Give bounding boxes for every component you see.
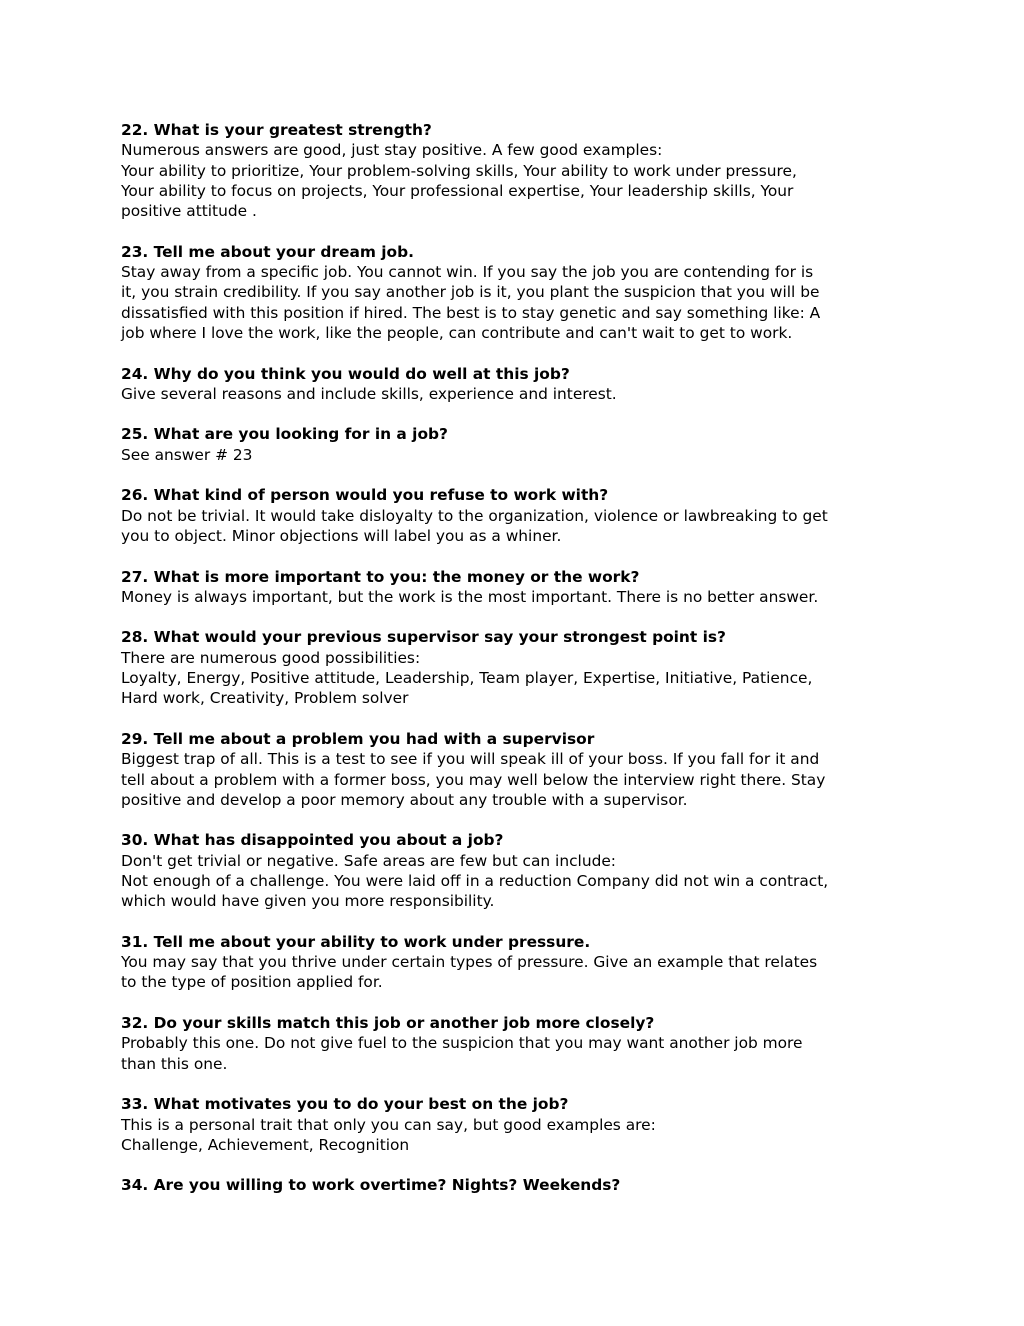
question-heading: 34. Are you willing to work overtime? Nights? Weekends? [121, 1176, 621, 1195]
qa-block [121, 1094, 911, 1155]
answer-line: to the type of position applied for. [121, 973, 383, 992]
qa-block [121, 830, 911, 911]
question-heading: 32. Do your skills match this job or another job more closely? [121, 1014, 655, 1033]
answer-line: See answer # 23 [121, 445, 253, 464]
answer-line: it, you strain credibility. If you say another job is it, you plant the suspicion that you will be [121, 283, 820, 302]
answer-line: Your ability to prioritize, Your problem-solving skills, Your ability to work under pressure, [121, 161, 797, 180]
answer-line: positive and develop a poor memory about any trouble with a supervisor. [121, 790, 688, 809]
answer-line: Your ability to focus on projects, Your professional expertise, Your leadership skills, Your [121, 181, 794, 200]
question-heading: 24. Why do you think you would do well at this job? [121, 364, 570, 383]
question-heading: 29. Tell me about a problem you had with a supervisor [121, 729, 595, 748]
qa-block [121, 1013, 911, 1074]
qa-block [121, 627, 911, 708]
qa-block [121, 729, 911, 810]
question-heading: 22. What is your greatest strength? [121, 121, 432, 139]
question-heading: 27. What is more important to you: the money or the work? [121, 567, 640, 586]
answer-line: dissatisfied with this position if hired. The best is to stay genetic and say something like: A [121, 303, 821, 322]
answer-line: which would have given you more responsibility. [121, 892, 495, 911]
answer-line: Probably this one. Do not give fuel to the suspicion that you may want another job more [121, 1034, 803, 1053]
answer-line: Biggest trap of all. This is a test to see if you will speak ill of your boss. If you fall for it and [121, 750, 820, 769]
question-heading: 25. What are you looking for in a job? [121, 425, 448, 444]
qa-block [121, 932, 911, 993]
answer-line: Money is always important, but the work is the most important. There is no better answer. [121, 587, 819, 606]
answer-line: job where I love the work, like the people, can contribute and can't wait to get to work. [121, 323, 793, 342]
answer-line: Numerous answers are good, just stay positive. A few good examples: [121, 141, 663, 160]
qa-block [121, 364, 911, 405]
question-heading: 33. What motivates you to do your best on the job? [121, 1095, 569, 1114]
qa-block [121, 242, 911, 343]
question-heading: 31. Tell me about your ability to work under pressure. [121, 932, 591, 951]
qa-block [121, 485, 911, 546]
answer-line: Hard work, Creativity, Problem solver [121, 689, 409, 708]
answer-line: Not enough of a challenge. You were laid off in a reduction Company did not win a contract, [121, 871, 829, 890]
answer-line: than this one. [121, 1054, 228, 1073]
answer-line: Do not be trivial. It would take disloyalty to the organization, violence or lawbreaking to get [121, 506, 828, 525]
question-heading: 26. What kind of person would you refuse to work with? [121, 486, 609, 505]
question-heading: 23. Tell me about your dream job. [121, 242, 414, 261]
document-page [121, 120, 911, 1216]
answer-line: tell about a problem with a former boss, you may well below the interview right there. Stay [121, 770, 826, 789]
qa-block [121, 424, 911, 465]
answer-line: Challenge, Achievement, Recognition [121, 1135, 410, 1154]
question-heading: 30. What has disappointed you about a job? [121, 831, 504, 850]
answer-line: Give several reasons and include skills, experience and interest. [121, 384, 617, 403]
answer-line: Loyalty, Energy, Positive attitude, Leadership, Team player, Expertise, Initiative, Patience, [121, 669, 813, 688]
qa-block [121, 1175, 911, 1195]
qa-block [121, 120, 911, 221]
question-heading: 28. What would your previous supervisor say your strongest point is? [121, 628, 726, 647]
answer-line: This is a personal trait that only you can say, but good examples are: [121, 1115, 656, 1134]
answer-line: you to object. Minor objections will label you as a whiner. [121, 526, 562, 545]
answer-line: There are numerous good possibilities: [121, 648, 421, 667]
answer-line: Stay away from a specific job. You cannot win. If you say the job you are contending for is [121, 263, 814, 282]
answer-line: Don't get trivial or negative. Safe areas are few but can include: [121, 851, 616, 870]
answer-line: positive attitude . [121, 202, 257, 221]
qa-block [121, 567, 911, 608]
answer-line: You may say that you thrive under certain types of pressure. Give an example that relates [121, 953, 818, 972]
